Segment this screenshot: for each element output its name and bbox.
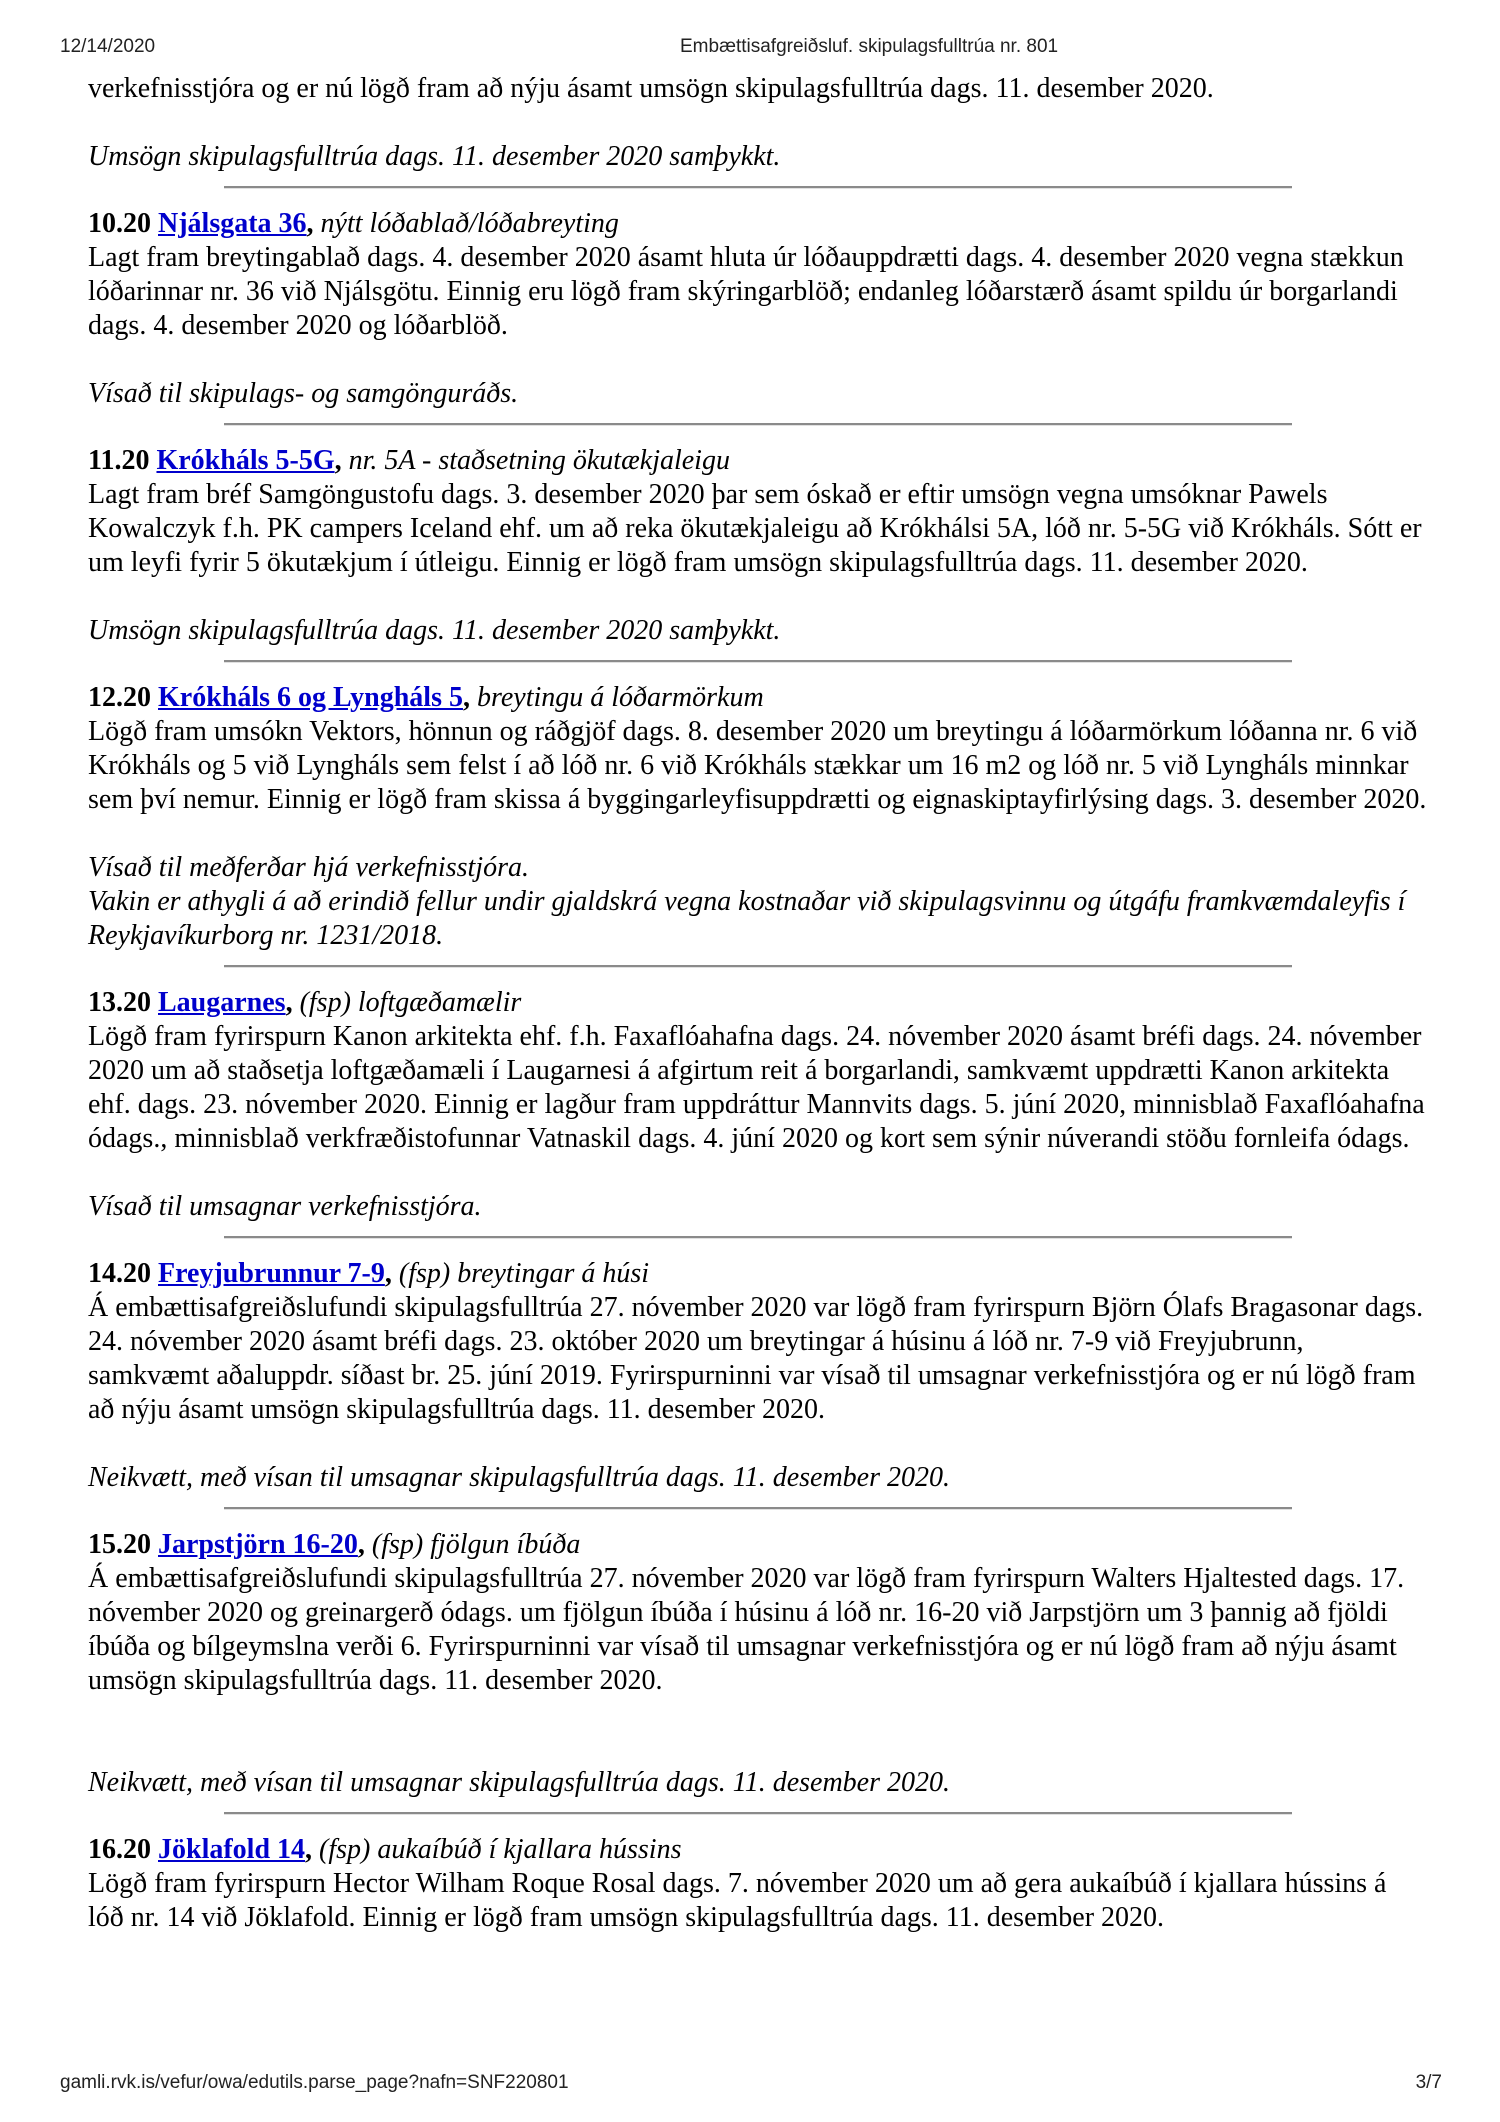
agenda-item [88, 1257, 1428, 1495]
item-subject: (fsp) loftgæðamælir [299, 987, 522, 1018]
separator [224, 660, 1292, 663]
separator [224, 1236, 1292, 1239]
item-result: Umsögn skipulagsfulltrúa dags. 11. desember 2020 samþykkt. [88, 615, 781, 646]
item-result: Vísað til umsagnar verkefnisstjóra. [88, 1191, 482, 1222]
item-link-njalsgata[interactable]: Njálsgata 36 [158, 208, 307, 239]
separator [224, 186, 1292, 189]
item-heading: 11.20 Krókháls 5-5G, nr. 5A - staðsetning ökutækjaleigu [88, 445, 730, 476]
item-link-krokhals-6[interactable]: Krókháls 6 og Lyngháls 5 [158, 682, 463, 713]
item-link-freyjubrunnur[interactable]: Freyjubrunnur 7-9 [158, 1258, 385, 1289]
agenda-item [88, 207, 1428, 411]
item-body: Lagt fram bréf Samgöngustofu dags. 3. desember 2020 þar sem óskað er eftir umsögn vegna umsóknar Pawels Kowalczyk f.h. PK campers Iceland ehf. um að reka ökutækjaleigu að Krókhálsi 5A, lóð nr. 5-5G við Krókháls. Sótt er um leyfi fyrir 5 ökutækjum í útleigu. Einnig er lögð fram umsögn skipulagsfulltrúa dags. 11. desember 2020. [88, 479, 1422, 578]
agenda-item [88, 444, 1428, 648]
item-link-jarpstjorn[interactable]: Jarpstjörn 16-20 [158, 1529, 358, 1560]
item-body: Lögð fram fyrirspurn Kanon arkitekta ehf. f.h. Faxaflóahafna dags. 24. nóvember 2020 ásamt bréfi dags. 24. nóvember 2020 um að staðsetja loftgæðamæli í Laugarnesi á afgirtum reit á borgarlandi, samkvæmt uppdrætti Kanon arkitekta ehf. dags. 23. nóvember 2020. Einnig er lagður fram uppdráttur Mannvits dags. 5. júní 2020, minnisblað Faxaflóahafna ódags., minnisblað verkfræðistofunnar Vatnaskil dags. 4. júní 2020 og kort sem sýnir núverandi stöðu fornleifa ódags. [88, 1021, 1425, 1154]
separator [224, 1507, 1292, 1510]
item-result: Neikvætt, með vísan til umsagnar skipulagsfulltrúa dags. 11. desember 2020. [88, 1767, 950, 1798]
item-link-krokhals-5[interactable]: Krókháls 5-5G [156, 445, 335, 476]
item-result: Neikvætt, með vísan til umsagnar skipulagsfulltrúa dags. 11. desember 2020. [88, 1462, 950, 1493]
item-heading: 14.20 Freyjubrunnur 7-9, (fsp) breytingar á húsi [88, 1258, 650, 1289]
print-date: 12/14/2020 [60, 36, 156, 57]
page-number: 3/7 [1415, 2072, 1442, 2093]
separator [224, 1812, 1292, 1815]
document-content [88, 72, 1428, 1935]
separator [224, 423, 1292, 426]
agenda-item [88, 986, 1428, 1224]
agenda-item [88, 1528, 1428, 1800]
item-heading: 13.20 Laugarnes, (fsp) loftgæðamælir [88, 987, 522, 1018]
item-body: Lögð fram umsókn Vektors, hönnun og ráðgjöf dags. 8. desember 2020 um breytingu á lóðarmörkum lóðanna nr. 6 við Krókháls og 5 við Lyngháls sem felst í að lóð nr. 6 við Krókháls stækkar um 16 m2 og lóð nr. 5 við Lyngháls minnkar sem því nemur. Einnig er lögð fram skissa á byggingarleyfisuppdrætti og eignaskiptayfirlýsing dags. 3. desember 2020. [88, 716, 1427, 815]
item-subject: (fsp) fjölgun íbúða [371, 1529, 581, 1560]
item-body: Á embættisafgreiðslufundi skipulagsfulltrúa 27. nóvember 2020 var lögð fram fyrirspurn Walters Hjaltested dags. 17. nóvember 2020 og greinargerð ódags. um fjölgun íbúða í húsinu á lóð nr. 16-20 við Jarpstjörn um 3 þannig að fjöldi íbúða og bílgeymslna verði 6. Fyrirspurninni var vísað til umsagnar verkefnisstjóra og er nú lögð fram að nýju ásamt umsögn skipulagsfulltrúa dags. 11. desember 2020. [88, 1563, 1405, 1696]
item-body: Lagt fram breytingablað dags. 4. desember 2020 ásamt hluta úr lóðauppdrætti dags. 4. desember 2020 vegna stækkun lóðarinnar nr. 36 við Njálsgötu. Einnig eru lögð fram skýringarblöð; endanleg lóðarstærð ásamt spildu úr borgarlandi dags. 4. desember 2020 og lóðarblöð. [88, 242, 1404, 341]
item-result: Vísað til meðferðar hjá verkefnisstjóra. [88, 852, 529, 883]
item-heading: 12.20 Krókháls 6 og Lyngháls 5, breytingu á lóðarmörkum [88, 682, 764, 713]
item-subject: (fsp) aukaíbúð í kjallara hússins [319, 1834, 682, 1865]
item-subject: nýtt lóðablað/lóðabreyting [320, 208, 619, 239]
document-title: Embættisafgreiðsluf. skipulagsfulltrúa nr. 801 [680, 36, 1059, 57]
agenda-item [88, 681, 1428, 953]
item-heading: 16.20 Jöklafold 14, (fsp) aukaíbúð í kjallara hússins [88, 1834, 682, 1865]
item-result: Vísað til skipulags- og samgönguráðs. [88, 378, 519, 409]
agenda-item [88, 1833, 1428, 1935]
item-subject: breytingu á lóðarmörkum [476, 682, 764, 713]
footer-url: gamli.rvk.is/vefur/owa/edutils.parse_page?nafn=SNF220801 [60, 2072, 569, 2093]
item-heading: 15.20 Jarpstjörn 16-20, (fsp) fjölgun íbúða [88, 1529, 581, 1560]
item-link-joklafold[interactable]: Jöklafold 14 [158, 1834, 306, 1865]
item-heading: 10.20 Njálsgata 36, nýtt lóðablað/lóðabreyting [88, 208, 619, 239]
item-subject: (fsp) breytingar á húsi [398, 1258, 650, 1289]
item-9-result: Umsögn skipulagsfulltrúa dags. 11. desember 2020 samþykkt. [88, 141, 781, 172]
item-subject: nr. 5A - staðsetning ökutækjaleigu [348, 445, 730, 476]
separator [224, 965, 1292, 968]
item-link-laugarnes[interactable]: Laugarnes [158, 987, 286, 1018]
item-body: Lögð fram fyrirspurn Hector Wilham Roque Rosal dags. 7. nóvember 2020 um að gera aukaíbúð í kjallara hússins á lóð nr. 14 við Jöklafold. Einnig er lögð fram umsögn skipulagsfulltrúa dags. 11. desember 2020. [88, 1868, 1387, 1933]
item-result-note: Vakin er athygli á að erindið fellur undir gjaldskrá vegna kostnaðar við skipulagsvinnu og útgáfu framkvæmdaleyfis í Reykjavíkurborg nr. 1231/2018. [88, 886, 1406, 951]
item-body: Á embættisafgreiðslufundi skipulagsfulltrúa 27. nóvember 2020 var lögð fram fyrirspurn Björn Ólafs Bragasonar dags. 24. nóvember 2020 ásamt bréfi dags. 23. október 2020 um breytingar á húsinu á lóð nr. 7-9 við Freyjubrunn, samkvæmt aðaluppdr. síðast br. 25. júní 2019. Fyrirspurninni var vísað til umsagnar verkefnisstjóra og er nú lögð fram að nýju ásamt umsögn skipulagsfulltrúa dags. 11. desember 2020. [88, 1292, 1424, 1425]
item-9-body-end: verkefnisstjóra og er nú lögð fram að nýju ásamt umsögn skipulagsfulltrúa dags. 11. desember 2020. [88, 73, 1214, 104]
